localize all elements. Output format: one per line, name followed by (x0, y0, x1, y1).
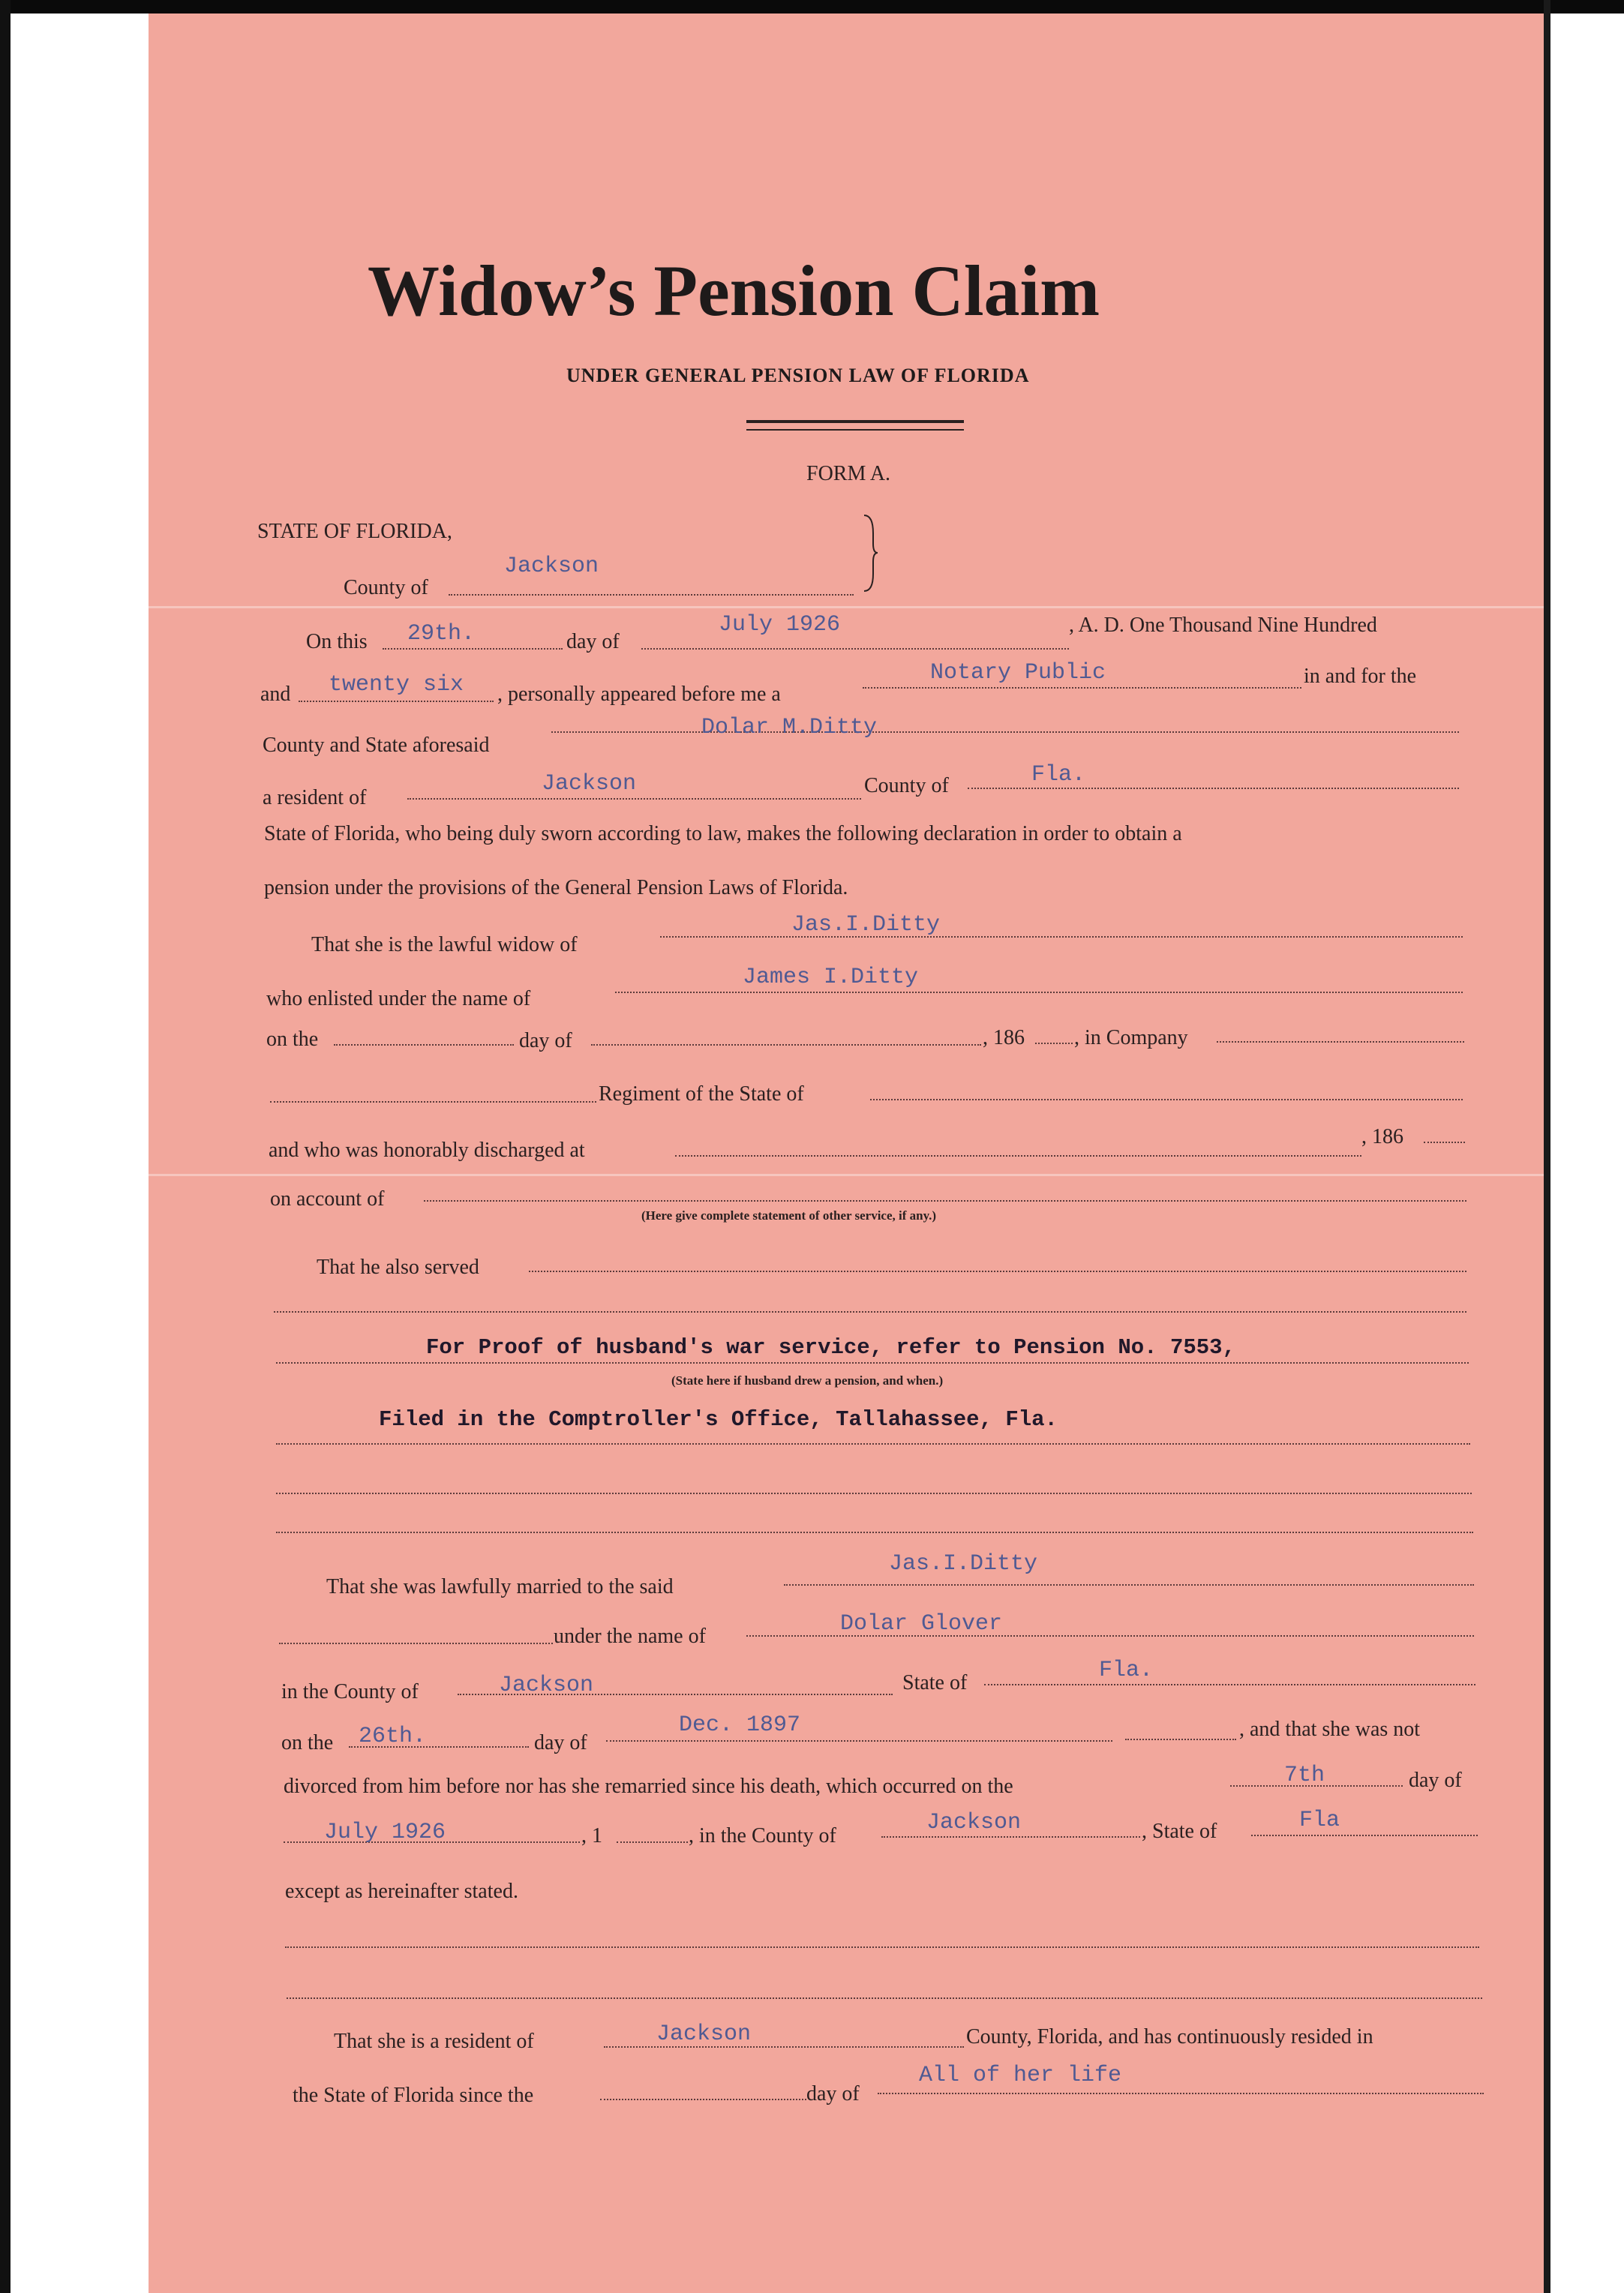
ad-text: , A. D. One Thousand Nine Hundred (1069, 614, 1377, 637)
county-state-aforesaid-label: County and State aforesaid (263, 734, 490, 757)
except-field-line-2 (287, 1997, 1482, 1999)
under-name-label: under the name of (554, 1625, 706, 1648)
resident-of-label: a resident of (263, 786, 367, 809)
state-heading: STATE OF FLORIDA, (257, 520, 452, 543)
enlist-year-field-line (1035, 1043, 1073, 1044)
day-field-line (383, 648, 563, 650)
blank-field-line-2 (276, 1532, 1473, 1533)
brace-icon (863, 514, 878, 593)
death-county-field-line (881, 1836, 1140, 1838)
on-this-label: On this (306, 630, 368, 653)
county-of-value-2: Fla. (1031, 762, 1086, 788)
filed-field-line (276, 1443, 1470, 1445)
resident-line-label: That she is a resident of (334, 2030, 534, 2053)
proof-line: For Proof of husband's war service, refer to Pension No. 7553, (426, 1335, 1235, 1360)
company-field-line (1217, 1041, 1464, 1043)
form-title: Widow’s Pension Claim (368, 251, 1100, 331)
enlisted-field-line (615, 992, 1463, 993)
day-of-label: day of (566, 630, 620, 653)
since-the-label: the State of Florida since the (293, 2084, 534, 2107)
resident-county-value: Jackson (656, 2021, 752, 2047)
declaration-line-2: pension under the provisions of the General Pension Laws of Florida. (264, 876, 848, 899)
married-to-field-line (784, 1584, 1474, 1586)
county-of-field-line (968, 788, 1459, 789)
enlist-day-field-line (334, 1044, 514, 1046)
paper-fold-line (149, 606, 1544, 608)
maiden-name-value: Dolar Glover (840, 1611, 1003, 1637)
officer-value: Notary Public (930, 660, 1106, 686)
month-field-line (641, 648, 1069, 650)
death-county-value: Jackson (926, 1810, 1022, 1835)
claimant-name: Dolar M.Ditty (701, 715, 878, 740)
discharged-year-field-line (1424, 1142, 1465, 1143)
title-rule (746, 429, 964, 431)
widow-of-label: That she is the lawful widow of (311, 933, 578, 956)
day-of-label-4: day of (1409, 1769, 1462, 1792)
husband-field-line (660, 936, 1463, 938)
month-year-value: July 1926 (719, 612, 841, 638)
regiment-field-line (270, 1101, 596, 1103)
on-account-field-line (424, 1200, 1466, 1202)
county-of-label-2: County of (864, 774, 949, 797)
regiment-text: Regiment of the State of (599, 1082, 804, 1106)
on-the-label: on the (266, 1028, 319, 1051)
except-field-line (285, 1946, 1479, 1948)
enlisted-name: James I.Ditty (743, 965, 919, 990)
claimant-field-line (551, 731, 1459, 733)
and-label: and (260, 683, 291, 706)
filed-line: Filed in the Comptroller's Office, Tallahassee, Fla. (379, 1407, 1058, 1432)
marriage-date-field-line (606, 1740, 1112, 1742)
county-of-label: County of (344, 576, 428, 599)
state-of-label: State of (902, 1671, 968, 1694)
regiment-state-field-line (870, 1099, 1463, 1100)
scan-right-border (1544, 0, 1550, 2293)
married-label: That she was lawfully married to the said (326, 1575, 674, 1598)
paper-fold-line (149, 1174, 1544, 1176)
resident-value: Jackson (542, 771, 637, 797)
discharged-year-text: , 186 (1361, 1125, 1403, 1148)
declaration-line-1: State of Florida, who being duly sworn according to law, makes the following declaration in order to obtain a (264, 822, 1182, 845)
comma-one: , 1 (581, 1824, 602, 1847)
also-served-label: That he also served (317, 1256, 479, 1279)
year-186-text: , 186 (983, 1026, 1025, 1049)
under-name-prefix-line (279, 1643, 553, 1644)
on-account-label: on account of (270, 1187, 385, 1211)
blank-field-line (276, 1493, 1472, 1494)
scan-top-border (0, 0, 1624, 14)
also-served-field-line-2 (274, 1311, 1466, 1313)
marriage-county-value: Jackson (499, 1673, 594, 1698)
year-words-line (299, 701, 494, 702)
title-rule (746, 420, 964, 423)
in-county-of-label: , in the County of (689, 1824, 836, 1847)
death-day-value: 7th (1284, 1763, 1325, 1788)
county-value: Jackson (504, 554, 599, 579)
pension-note: (State here if husband drew a pension, and when.) (671, 1373, 944, 1388)
form-subtitle: UNDER GENERAL PENSION LAW OF FLORIDA (566, 365, 1030, 386)
death-year-field-line (617, 1841, 688, 1843)
officer-field-line (863, 687, 1301, 689)
form-label: FORM A. (806, 462, 891, 485)
proof-field-line (276, 1362, 1469, 1364)
year-words-value: twenty six (329, 672, 464, 698)
discharged-text: and who was honorably discharged at (269, 1139, 585, 1162)
day-of-label-3: day of (534, 1731, 587, 1754)
marriage-day-value: 26th. (359, 1724, 427, 1749)
death-month-value: July 1926 (324, 1820, 446, 1845)
in-and-for-text: in and for the (1304, 665, 1417, 688)
resident-field-line (407, 798, 861, 800)
day-of-label-5: day of (806, 2082, 860, 2105)
death-state-field-line (1251, 1835, 1478, 1836)
other-service-note: (Here give complete statement of other service, if any.) (641, 1208, 937, 1223)
married-to-value: Jas.I.Ditty (889, 1551, 1038, 1577)
in-company-text: , in Company (1074, 1026, 1188, 1049)
marriage-date-value: Dec. 1897 (679, 1712, 801, 1738)
except-text: except as hereinafter stated. (285, 1880, 518, 1903)
in-county-label: in the County of (281, 1680, 419, 1703)
not-divorced-text: , and that she was not (1239, 1718, 1421, 1741)
appeared-text: , personally appeared before me a (497, 683, 781, 706)
enlisted-label: who enlisted under the name of (266, 987, 531, 1010)
day-of-label-2: day of (519, 1029, 572, 1052)
day-value: 29th. (407, 621, 476, 647)
marriage-state-value: Fla. (1099, 1658, 1154, 1683)
also-served-field-line (529, 1271, 1466, 1272)
residence-value: All of her life (919, 2063, 1122, 2088)
divorced-text: divorced from him before nor has she remarried since his death, which occurred on the (284, 1775, 1013, 1798)
marriage-extra-field-line (1125, 1739, 1236, 1740)
residence-field-line (878, 2093, 1484, 2094)
residence-day-field-line (600, 2099, 806, 2100)
resided-text: County, Florida, and has continuously resided in (966, 2025, 1373, 2048)
discharged-field-line (675, 1155, 1361, 1157)
state-of-label-2: , State of (1142, 1820, 1217, 1843)
death-state-value: Fla (1299, 1808, 1340, 1833)
enlist-month-field-line (591, 1044, 981, 1046)
marriage-state-field-line (984, 1684, 1475, 1685)
county-field-line (449, 594, 854, 596)
scan-left-border (0, 0, 11, 2293)
husband-name: Jas.I.Ditty (791, 912, 941, 938)
on-the-label-2: on the (281, 1731, 334, 1754)
